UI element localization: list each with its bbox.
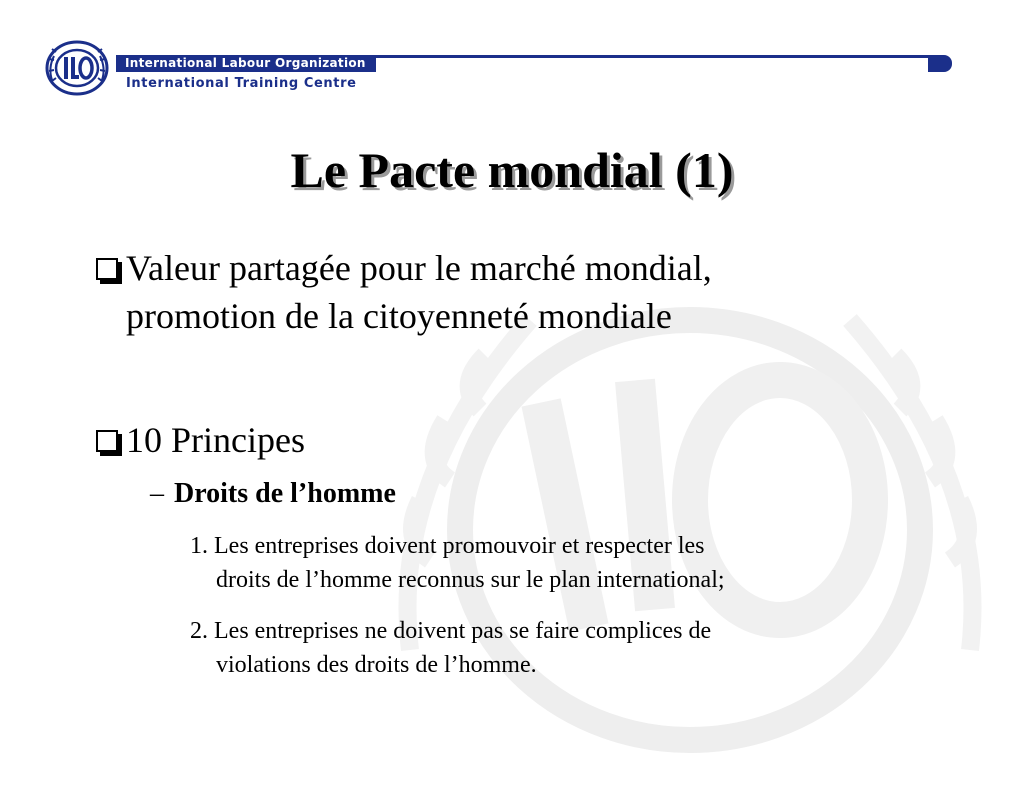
principle-line: 1. Les entreprises doivent promouvoir et respecter les (190, 533, 705, 559)
ilo-emblem-icon (44, 40, 110, 96)
header-rule (376, 55, 928, 58)
header-bar-end (928, 55, 952, 72)
bullet-line: Valeur partagée pour le marché mondial, (126, 248, 712, 288)
principle-line: 2. Les entreprises ne doivent pas se faire complices de (190, 618, 712, 644)
bullet-line: promotion de la citoyenneté mondiale (126, 296, 672, 336)
principle-item (190, 614, 970, 682)
bullet-ten-principles (92, 416, 972, 464)
header-banner (0, 0, 1024, 110)
centre-name: International Training Centre (126, 76, 357, 91)
slide-title: Le Pacte mondial (1) (290, 142, 734, 198)
principle-line: violations des droits de l’homme. (216, 652, 537, 678)
bullet-line: 10 Principes (126, 420, 305, 460)
checkbox-bullet-icon (96, 430, 118, 452)
checkbox-bullet-icon (96, 258, 118, 280)
organization-name: International Labour Organization (125, 56, 366, 70)
principle-line: droits de l’homme reconnus sur le plan international; (216, 567, 725, 593)
dash-marker: – (150, 478, 164, 509)
principle-item (190, 529, 970, 597)
subheading-label: Droits de l’homme (174, 478, 396, 509)
bullet-shared-value (92, 244, 972, 340)
subheading-human-rights (150, 474, 396, 514)
